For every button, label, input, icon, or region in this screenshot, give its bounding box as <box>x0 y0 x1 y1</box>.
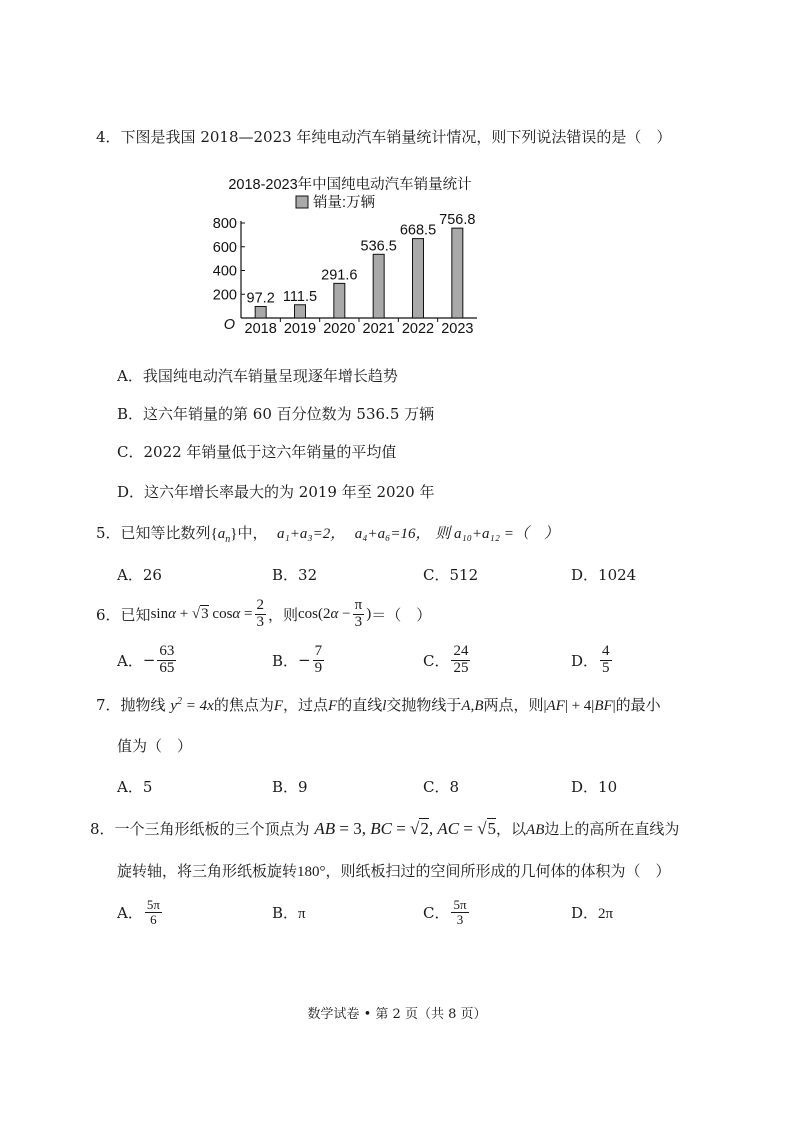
option-label: D． <box>117 483 145 501</box>
q6-equation: sinα + √3 cosα = <box>150 605 253 622</box>
q6-option-a <box>117 642 178 678</box>
option-label: A． <box>117 566 143 584</box>
q7-line-l: l <box>382 698 387 714</box>
option-text: 这六年销量的第 60 百分位数为 536.5 万辆 <box>143 405 435 423</box>
option-text: 2π <box>598 906 614 922</box>
option-label: A． <box>117 367 143 385</box>
q8-number: 8． <box>90 820 115 838</box>
x-tick-label: 2023 <box>441 321 474 337</box>
q7-option-c <box>423 776 459 797</box>
q6-stem: 6． 已知 sinα + √3 cosα = $\frac{2}{3}$ ，则 cos(2α − $\frac{\pi}{3}$ ) ＝（ ） <box>96 596 432 630</box>
fraction-den: 65 <box>159 659 175 676</box>
q7-points-ab: A <box>461 698 471 714</box>
option-text: 5 <box>142 778 153 796</box>
q8-option-d <box>571 902 613 923</box>
q5-option-a <box>117 564 162 585</box>
q8-angle: 180° <box>297 864 326 880</box>
option-label: C． <box>423 903 450 922</box>
q7-text: 抛物线 <box>120 696 166 714</box>
q5-ask: 则 a₁₀+a₁₂ =（ ） <box>435 526 559 542</box>
q7-text: 两点，则 <box>483 696 544 714</box>
fraction-num: 4 <box>602 642 610 659</box>
option-label: B． <box>117 405 144 423</box>
q6-fraction: $\frac{2}{3}$ <box>256 596 264 630</box>
fraction-den: 25 <box>453 659 469 676</box>
q5-cond2: a₄+a₆=16， <box>354 526 431 542</box>
q4-stem <box>96 126 671 147</box>
option-text: 32 <box>298 566 318 584</box>
q6-ask: ，则 <box>268 605 299 624</box>
q5-stem <box>96 522 559 545</box>
q5-cond1: a₁+a₃=2， <box>277 526 346 542</box>
q6-expression: cos(2α − <box>298 605 351 622</box>
option-text: 我国纯电动汽车销量呈现逐年增长趋势 <box>142 367 398 385</box>
q6-option-c <box>423 642 472 678</box>
q7-point-f: F <box>328 698 338 714</box>
option-text: 这六年增长率最大的为 2019 年至 2020 年 <box>144 483 435 501</box>
fraction-num: 5π <box>453 896 467 912</box>
q7-point-f: F <box>273 698 283 714</box>
option-text: 8 <box>449 778 460 796</box>
option-label: B． <box>272 904 299 922</box>
bar-value-label: 536.5 <box>360 238 397 255</box>
q8-stem-line2 <box>117 860 671 881</box>
option-label: C． <box>117 443 144 461</box>
option-fraction <box>600 644 612 677</box>
bar-chart <box>205 172 495 344</box>
fraction-den: 6 <box>150 911 157 927</box>
q4-option-b <box>117 403 434 424</box>
option-fraction <box>145 898 162 926</box>
option-label: A． <box>117 903 143 922</box>
option-fraction <box>313 644 325 677</box>
q7-text: ，过点 <box>283 696 329 714</box>
fraction-den: 3 <box>456 911 464 927</box>
bar-value-label: 111.5 <box>282 288 318 305</box>
x-tick-label: 2019 <box>283 321 317 337</box>
q8-option-b <box>272 902 306 923</box>
q8-stem <box>90 818 679 839</box>
option-sign: − <box>142 651 156 669</box>
bar <box>295 305 306 318</box>
q7-option-d <box>571 776 617 797</box>
q5-sequence: $\{a_n\}$ <box>210 526 238 545</box>
fraction-num: 63 <box>159 642 175 659</box>
option-text: 1024 <box>598 566 637 584</box>
q6-option-d <box>571 642 614 678</box>
q7-text: 的最小 <box>615 696 661 714</box>
q8-option-c <box>423 894 471 930</box>
q7-parabola: $y^2 = 4x$ <box>170 696 214 714</box>
q8-text: 一个三角形纸板的三个顶点为 <box>114 820 310 838</box>
q8-text: 旋转轴，将三角形纸板旋转 <box>117 862 298 880</box>
q4-option-d <box>117 481 434 502</box>
option-text: 512 <box>449 566 479 584</box>
option-label: D． <box>571 778 599 796</box>
q8-option-a <box>117 894 164 930</box>
option-text: 2022 年销量低于这六年销量的平均值 <box>143 443 397 461</box>
option-text: 10 <box>598 778 618 796</box>
fraction-den: 5 <box>602 659 610 676</box>
y-tick-label: 400 <box>212 263 237 280</box>
x-tick-label: 2021 <box>362 321 395 337</box>
q6-number: 6． <box>96 605 121 624</box>
q4-option-c <box>117 441 396 462</box>
option-label: C． <box>423 778 450 796</box>
q5-option-c <box>423 564 478 585</box>
x-tick-label: 2020 <box>323 321 356 337</box>
option-fraction <box>451 898 468 926</box>
q8-sides: AB = 3, BC = √2, AC = √5 <box>314 819 497 838</box>
axis-origin-label: O <box>223 317 235 333</box>
q4-stem-text: 下图是我国 2018—2023 年纯电动汽车销量统计情况，则下列说法错误的是（ ） <box>120 128 672 146</box>
legend-swatch <box>296 196 308 208</box>
q5-mid: 中， <box>237 524 268 542</box>
option-label: C． <box>423 651 450 670</box>
q7-text: 的焦点为 <box>213 696 274 714</box>
q5-pre: 已知等比数列 <box>120 524 211 542</box>
bar-value-label: 756.8 <box>439 212 476 229</box>
option-label: B． <box>272 566 299 584</box>
chart-title: 2018-2023年中国纯电动汽车销量统计 <box>228 177 472 193</box>
y-tick-label: 600 <box>212 239 237 256</box>
q5-option-d <box>571 564 636 585</box>
q6-option-b <box>272 642 326 678</box>
bar <box>373 254 384 318</box>
q4-option-a <box>117 365 398 386</box>
q8-text: ，则纸板扫过的空间所形成的几何体的体积为（ ） <box>325 862 671 880</box>
option-text: π <box>298 906 306 922</box>
q7-expression: |AF| + 4|BF| <box>543 698 616 714</box>
fraction-num: 5π <box>146 896 160 912</box>
q7-option-a <box>117 776 152 797</box>
option-label: C． <box>423 566 450 584</box>
bar <box>334 283 345 318</box>
option-label: D． <box>571 566 599 584</box>
bar <box>255 306 266 318</box>
q7-number: 7． <box>96 696 121 714</box>
bar-value-label: 668.5 <box>399 222 437 239</box>
q6-end: ＝（ ） <box>371 605 432 624</box>
y-tick-label: 800 <box>212 216 237 232</box>
q6-pre: 已知 <box>120 605 151 624</box>
bar-value-label: 97.2 <box>246 290 275 307</box>
fraction-num: 24 <box>453 642 469 659</box>
option-sign: − <box>298 651 311 669</box>
option-fraction <box>451 644 470 677</box>
bar <box>452 228 463 318</box>
q7-text: 的直线 <box>337 696 383 714</box>
fraction-num: 7 <box>314 642 323 659</box>
x-tick-label: 2018 <box>244 321 277 337</box>
q7-stem-line2: 值为（ ） <box>117 737 193 755</box>
q5-option-b <box>272 564 317 585</box>
bar <box>413 239 424 318</box>
option-label: B． <box>272 778 299 796</box>
option-label: D． <box>571 651 599 670</box>
fraction-den: 9 <box>314 659 323 676</box>
q4-number: 4． <box>96 128 121 146</box>
option-text: 9 <box>298 778 308 796</box>
q7-option-b <box>272 776 308 797</box>
option-label: B． <box>272 651 299 670</box>
q7-stem: 7．抛物线 $y^2 = 4x$的焦点为F，过点F的直线l交抛物线于A,B两点，则|AF| + 4|BF|的最小 <box>96 696 661 714</box>
option-label: A． <box>117 651 143 670</box>
option-fraction <box>157 644 176 677</box>
q7-text: 交抛物线于 <box>386 696 462 714</box>
legend-label: 销量:万辆 <box>313 195 376 211</box>
q8-side-ab: AB <box>526 822 545 838</box>
x-tick-label: 2022 <box>401 321 435 337</box>
y-tick-label: 200 <box>212 287 237 304</box>
bar-value-label: 291.6 <box>321 267 358 284</box>
q8-text: ，以 <box>496 820 527 838</box>
q8-text: 边上的高所在直线为 <box>544 820 680 838</box>
option-label: A． <box>117 778 143 796</box>
page-footer: 数学试卷 • 第 2 页（共 8 页） <box>307 1007 487 1022</box>
option-label: D． <box>571 904 599 922</box>
option-text: 26 <box>142 566 162 584</box>
q5-number: 5． <box>96 524 121 542</box>
q6-pi-fraction: $\frac{\pi}{3}$ <box>354 596 363 630</box>
